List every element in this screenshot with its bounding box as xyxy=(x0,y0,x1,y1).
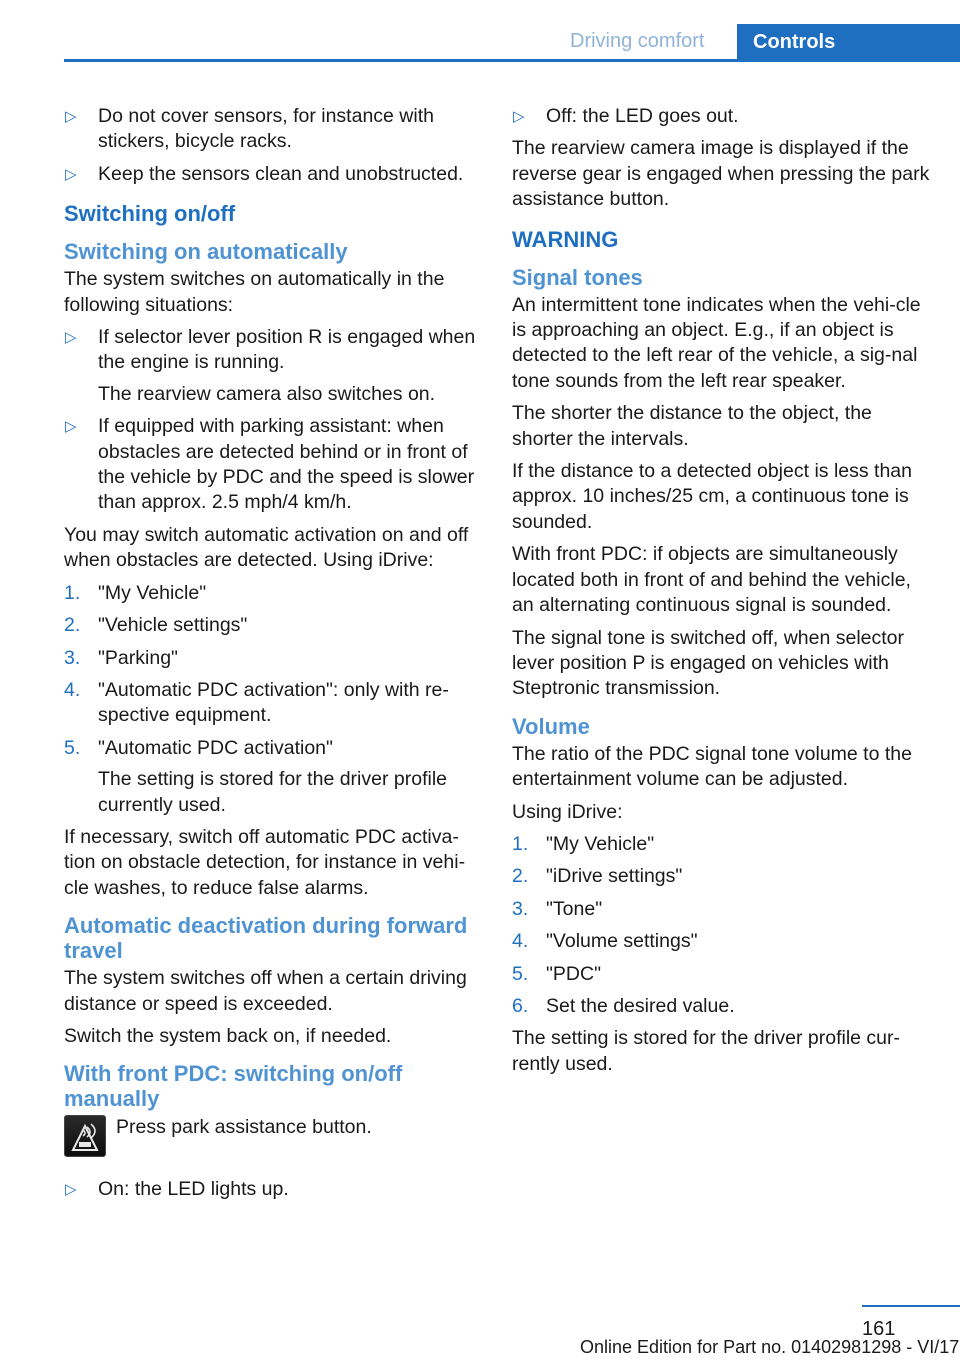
volume-steps-list xyxy=(512,832,930,1019)
step-text: "PDC" xyxy=(546,962,602,985)
page-number: 161 xyxy=(862,1318,896,1340)
list-item xyxy=(512,832,930,857)
paragraph: If the distance to a detected object is less than approx. 10 inches/25 cm, a continuous tone is sounded. xyxy=(512,460,912,533)
step-text: "Tone" xyxy=(546,897,603,920)
header-section-title: Driving comfort xyxy=(570,30,705,52)
step-number: 3. xyxy=(512,897,529,920)
button-instruction: Press park assistance button. xyxy=(116,1116,372,1139)
heading-switching-on-automatically: Switching on automatically xyxy=(64,239,348,265)
step-text: "Automatic PDC activation" xyxy=(98,736,333,759)
led-on-list xyxy=(64,1177,484,1202)
step-number: 4. xyxy=(64,678,81,701)
list-item xyxy=(64,613,484,638)
idrive-steps-list xyxy=(64,581,484,818)
list-item-text: If equipped with parking assistant: when obstacles are detected behind or in front of the vehicle by PDC and the speed is slower than approx. 2.5 mph/4 km/h. xyxy=(98,415,475,514)
sensor-care-list xyxy=(64,104,484,187)
list-item-text: Off: the LED goes out. xyxy=(546,105,739,127)
step-number: 3. xyxy=(64,646,81,669)
list-item xyxy=(64,1177,484,1202)
step-number: 2. xyxy=(512,865,529,888)
step-number: 4. xyxy=(512,930,529,953)
step-text: Set the desired value. xyxy=(546,994,735,1017)
paragraph: The system switches on automatically in the following situations: xyxy=(64,268,445,316)
paragraph: The setting is stored for the driver profile cur‐rently used. xyxy=(512,1027,900,1075)
step-note: The setting is stored for the driver profile currently used. xyxy=(98,768,447,816)
paragraph: You may switch automatic activation on and off when obstacles are detected. Using iDrive: xyxy=(64,523,469,572)
list-item-text: If selector lever position R is engaged when the engine is running. xyxy=(98,326,476,374)
step-number: 6. xyxy=(512,994,529,1017)
list-item-text: On: the LED lights up. xyxy=(98,1178,289,1201)
step-text: "Vehicle settings" xyxy=(98,614,248,637)
paragraph: The system switches off when a certain driving distance or speed is exceeded. xyxy=(64,967,467,1015)
park-assist-button-row xyxy=(64,1115,484,1163)
step-text: "iDrive settings" xyxy=(546,865,683,888)
list-item-text: Keep the sensors clean and unobstructed. xyxy=(98,162,464,185)
bullet-triangle-icon: ▷ xyxy=(513,108,525,125)
list-item xyxy=(64,736,484,818)
list-item xyxy=(512,929,930,954)
header-chapter-tab: Controls xyxy=(737,24,960,62)
step-number: 5. xyxy=(64,736,81,759)
paragraph: The shorter the distance to the object, the shorter the intervals. xyxy=(512,402,872,450)
footer-rule xyxy=(862,1305,960,1307)
paragraph: The rearview camera image is displayed if the reverse gear is engaged when pressing the park assistance button. xyxy=(512,137,930,211)
park-assistance-button-icon xyxy=(64,1115,106,1157)
list-item xyxy=(64,581,484,606)
paragraph: The ratio of the PDC signal tone volume to the entertainment volume can be adjusted. xyxy=(512,742,912,791)
heading-warning: WARNING xyxy=(512,226,619,252)
list-item-text: Do not cover sensors, for instance with stickers, bicycle racks. xyxy=(98,105,434,153)
left-column xyxy=(64,104,484,1210)
list-item xyxy=(64,104,484,155)
bullet-triangle-icon: ▷ xyxy=(65,418,77,436)
list-item xyxy=(512,897,930,922)
list-item xyxy=(512,994,930,1019)
list-item xyxy=(64,678,484,729)
step-text: "Automatic PDC activation": only with re‐spective equipment. xyxy=(98,678,449,727)
list-item xyxy=(64,325,484,407)
paragraph: With front PDC: if objects are simultaneously located both in front of and behind the vehicle, an alternating continuous signal is sounded. xyxy=(512,543,911,617)
bullet-triangle-icon: ▷ xyxy=(65,1181,77,1199)
paragraph: An intermittent tone indicates when the vehi‐cle is approaching an object. E.g., if an object is detected to the left rear of the vehicle, a sig‐nal tone sounds from the left rear speaker. xyxy=(512,293,921,392)
bullet-triangle-icon: ▷ xyxy=(65,108,77,125)
heading-switching-on-off: Switching on/off xyxy=(64,201,236,227)
right-column xyxy=(512,104,930,1084)
list-item-note: The rearview camera also switches on. xyxy=(98,382,436,405)
step-number: 2. xyxy=(64,614,81,637)
heading-front-pdc-manual: With front PDC: switching on/off manually xyxy=(64,1061,403,1112)
paragraph: Switch the system back on, if needed. xyxy=(64,1024,392,1047)
step-text: "Parking" xyxy=(98,646,178,669)
paragraph: If necessary, switch off automatic PDC activa‐tion on obstacle detection, for instance in vehi‐cle washes, to reduce false alarms. xyxy=(64,825,466,899)
heading-volume: Volume xyxy=(512,713,590,739)
paragraph: Using iDrive: xyxy=(512,800,623,823)
step-number: 5. xyxy=(512,962,529,985)
step-text: "My Vehicle" xyxy=(546,832,655,855)
step-number: 1. xyxy=(64,581,81,604)
bullet-triangle-icon: ▷ xyxy=(65,165,77,183)
auto-switch-list xyxy=(64,325,484,516)
header-rule xyxy=(64,59,960,62)
list-item xyxy=(512,962,930,987)
list-item xyxy=(512,104,930,129)
list-item xyxy=(64,414,484,516)
list-item xyxy=(64,646,484,671)
step-text: "My Vehicle" xyxy=(98,581,207,604)
step-text: "Volume settings" xyxy=(546,930,698,953)
heading-automatic-deactivation: Automatic deactivation during forward travel xyxy=(64,913,468,964)
edition-note: Online Edition for Part no. 01402981298 - VI/17 xyxy=(580,1337,960,1357)
list-item xyxy=(64,162,484,187)
list-item xyxy=(512,864,930,889)
bullet-triangle-icon: ▷ xyxy=(65,329,77,347)
led-off-list xyxy=(512,104,930,129)
step-number: 1. xyxy=(512,832,529,855)
heading-signal-tones: Signal tones xyxy=(512,264,643,290)
paragraph: The signal tone is switched off, when selector lever position P is engaged on vehicles with Steptronic transmission. xyxy=(512,626,905,700)
